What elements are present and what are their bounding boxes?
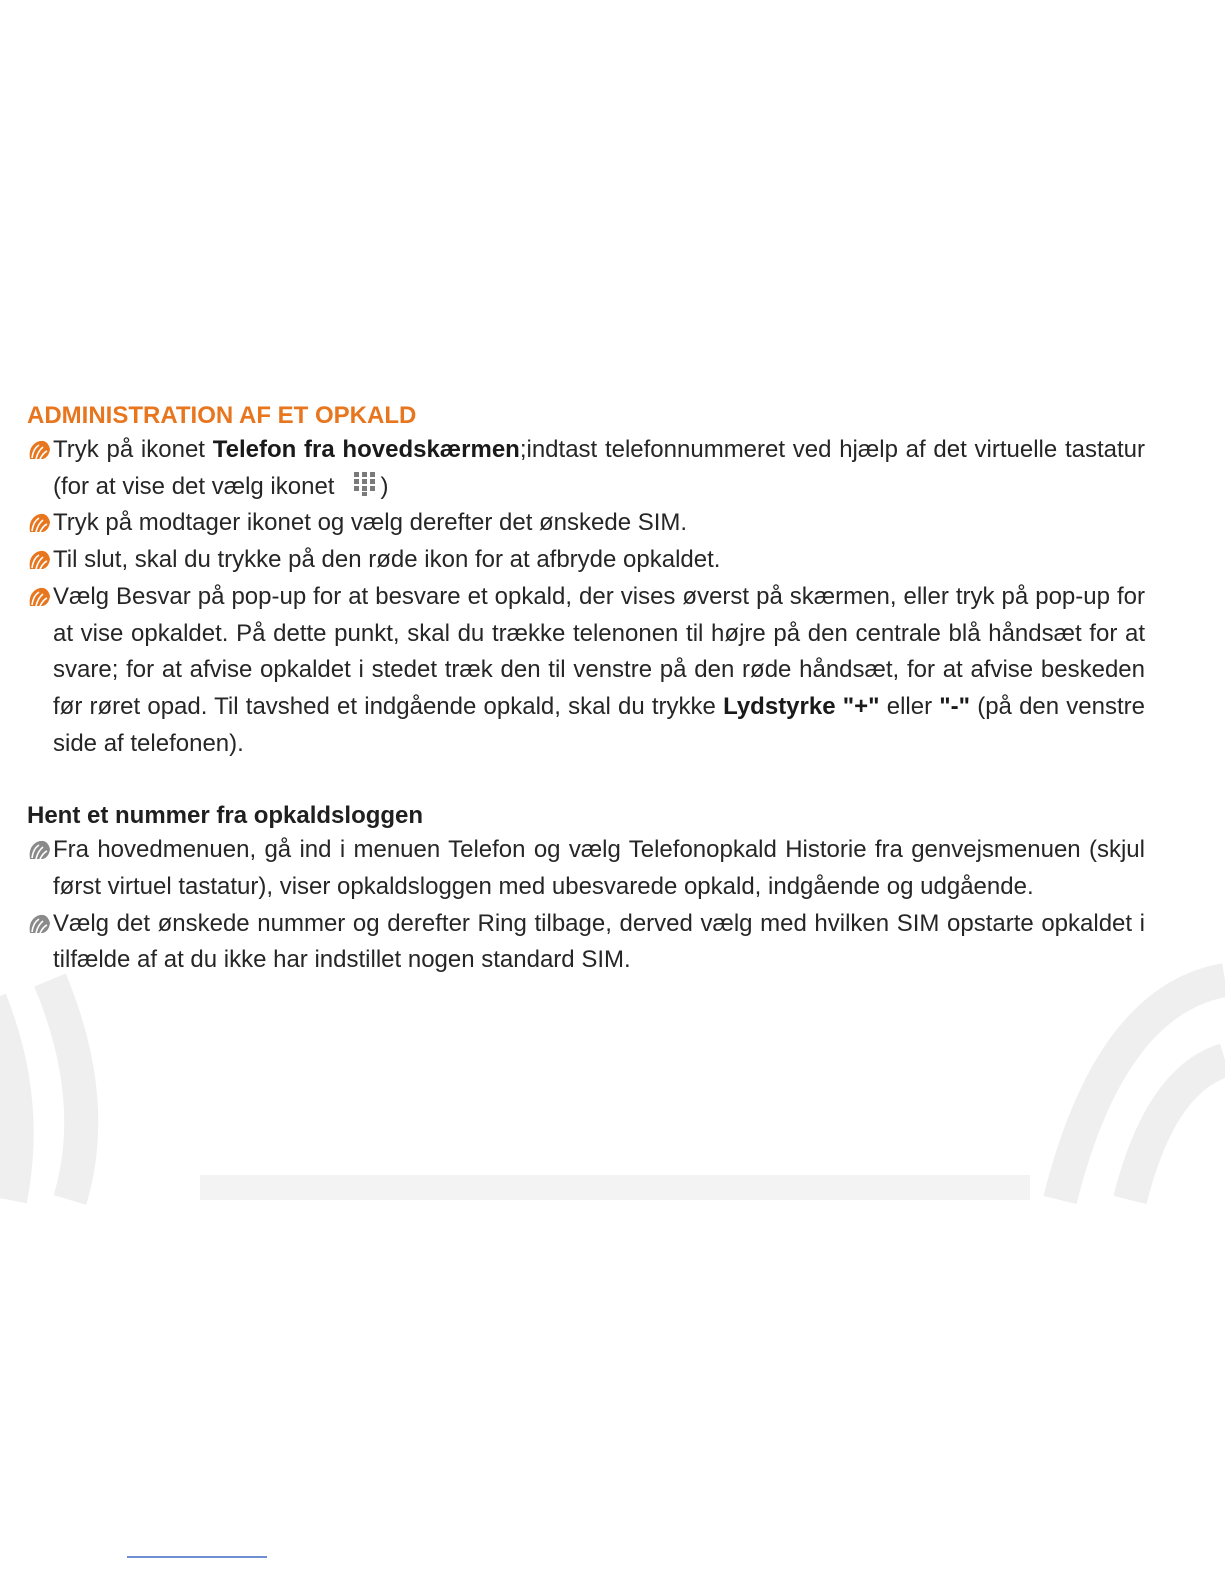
item-text: ;indtast telefonnummeret ved hjælp af det virtuelle tastatur (for at vise det vælg ikonet (53, 436, 1145, 500)
grey-shell-bullet-icon (27, 839, 51, 861)
section-heading-call-log: Hent et nummer fra opkaldsloggen (27, 802, 424, 830)
orange-shell-bullet-icon (27, 439, 51, 461)
item-bold-text: "-" (939, 692, 971, 720)
call-management-list (27, 432, 1145, 762)
item-text: Fra hovedmenuen, gå ind i menuen Telefon og vælg Telefonopkald Historie fra genvejsmenuen (skjul først virtuel tastatur), viser opkaldsloggen med ubesvarede opkald, indgående og udgående. (53, 836, 1145, 901)
item-text: ) (380, 472, 389, 500)
orange-shell-bullet-icon (27, 512, 51, 534)
dialpad-icon (352, 470, 378, 496)
section-heading-call-management: ADMINISTRATION AF ET OPKALD (27, 402, 417, 429)
grey-shell-bullet-icon (27, 913, 51, 935)
call-log-list (27, 832, 1145, 979)
list-item (27, 542, 1145, 579)
list-item (27, 906, 1145, 979)
item-text: Vælg det ønskede nummer og derefter Ring tilbage, derved vælg med hvilken SIM opstarte opkaldet i tilfælde af at du ikke har indstillet nogen standard SIM. (53, 909, 1145, 974)
item-text: Vælg Besvar på pop-up for at besvare et opkald, der vises øverst på skærmen, eller tryk på pop-up for at vise opkaldet. På dette punkt, skal du trække telenonen til højre på den centrale blå håndsæt for at svare; for at afvise opkaldet i stedet træk den til venstre på den røde håndsæt, for at afvise beskeden før røret opad. Til tavshed et indgående opkald, skal du trykke (53, 582, 1145, 720)
orange-shell-bullet-icon (27, 549, 51, 571)
item-bold-text: Lydstyrke "+" (723, 692, 880, 720)
orange-shell-bullet-icon (27, 586, 51, 608)
list-item (27, 579, 1145, 763)
item-text: eller (879, 692, 940, 720)
item-bold-text: Telefon fra hovedskærmen (212, 436, 520, 463)
page-content (27, 400, 1145, 979)
item-text: Tryk på ikonet (53, 436, 213, 463)
list-item (27, 505, 1145, 542)
list-item (27, 832, 1145, 905)
footer-link-underline[interactable] (127, 1556, 267, 1558)
item-text: Til slut, skal du trykke på den røde ikon for at afbryde opkaldet. (53, 546, 721, 574)
item-text: Tryk på modtager ikonet og vælg derefter det ønskede SIM. (53, 509, 688, 537)
item-text: (på den venstre side af telefonen). (53, 692, 1146, 757)
list-item (27, 432, 1145, 505)
